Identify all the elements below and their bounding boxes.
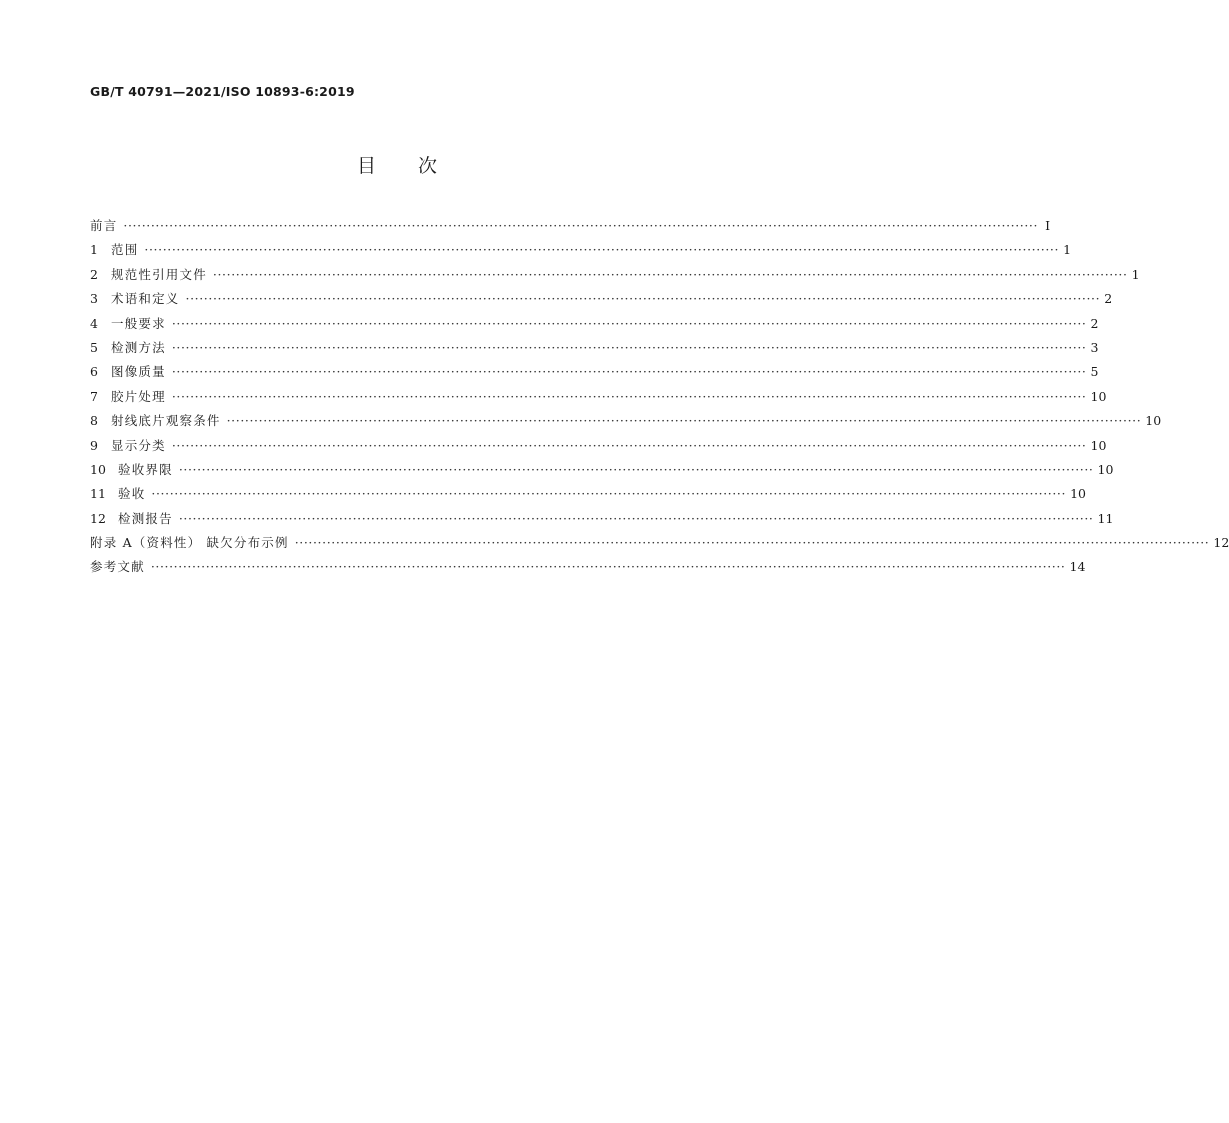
toc-entry-label: 附录 A（资料性） 缺欠分布示例 (90, 535, 289, 551)
toc-entry-label: 检测方法 (111, 339, 166, 355)
toc-leader-dots: ········································································································································································································ (151, 486, 1067, 502)
toc-entry-number: 11 (90, 486, 106, 502)
toc-entry-number: 8 (90, 413, 98, 429)
toc-entry[interactable] (90, 411, 1162, 435)
table-of-contents (90, 216, 1229, 582)
page-title: 目次 (356, 155, 479, 177)
toc-entry-number: 4 (90, 315, 98, 331)
toc-entry-page: 12 (1213, 535, 1229, 551)
toc-entry-label: 检测报告 (118, 510, 173, 526)
toc-leader-dots: ········································································································································································································ (212, 266, 1128, 282)
toc-entry[interactable] (90, 289, 1113, 313)
toc-entry[interactable] (90, 484, 1086, 508)
toc-entry[interactable] (90, 265, 1140, 289)
toc-entry-label: 术语和定义 (111, 291, 180, 307)
toc-entry-page: 10 (1070, 486, 1086, 502)
toc-entry-page: Ⅰ (1045, 218, 1051, 233)
toc-entry-label: 范围 (111, 242, 139, 258)
toc-entry-label: 验收 (118, 486, 146, 502)
toc-entry-label: 参考文献 (90, 559, 145, 575)
toc-entry[interactable] (90, 362, 1099, 386)
toc-entry-label: 前言 (90, 218, 118, 233)
toc-leader-dots: ········································································································································································································ (123, 218, 1039, 233)
toc-entry-page: 1 (1063, 242, 1072, 258)
toc-entry-number: 2 (90, 266, 98, 282)
toc-entry[interactable] (90, 338, 1099, 362)
toc-leader-dots: ········································································································································································································ (185, 291, 1101, 307)
toc-entry-number: 3 (90, 291, 98, 307)
standard-number: GB/T 40791—2021/ISO 10893-6:2019 (90, 84, 355, 99)
toc-entry-label: 验收界限 (118, 461, 173, 477)
toc-entry-page: 5 (1090, 364, 1099, 380)
toc-entry-number: 10 (90, 461, 106, 477)
toc-entry[interactable] (90, 216, 1051, 240)
toc-entry-number: 1 (90, 242, 98, 258)
toc-entry-number: 6 (90, 364, 98, 380)
toc-entry-page: 10 (1090, 388, 1107, 404)
toc-entry[interactable] (90, 240, 1072, 264)
toc-entry[interactable] (90, 533, 1229, 557)
toc-entry-label: 射线底片观察条件 (111, 413, 221, 429)
toc-entry[interactable] (90, 509, 1114, 533)
toc-leader-dots: ········································································································································································································ (171, 364, 1087, 380)
toc-entry-page: 3 (1090, 339, 1099, 355)
toc-entry[interactable] (90, 387, 1107, 411)
toc-entry-label: 图像质量 (111, 364, 166, 380)
toc-leader-dots: ········································································································································································································ (171, 388, 1087, 404)
toc-entry-label: 一般要求 (111, 315, 166, 331)
toc-leader-dots: ········································································································································································································ (226, 413, 1142, 429)
toc-entry-page: 10 (1090, 437, 1107, 453)
toc-entry-page: 10 (1097, 461, 1114, 477)
toc-leader-dots: ········································································································································································································ (294, 535, 1210, 551)
toc-entry-page: 11 (1097, 510, 1114, 526)
toc-entry-label: 规范性引用文件 (111, 266, 207, 282)
toc-entry[interactable] (90, 436, 1107, 460)
toc-entry-page: 1 (1131, 266, 1140, 282)
toc-entry-number: 9 (90, 437, 98, 453)
toc-leader-dots: ········································································································································································································ (178, 510, 1094, 526)
toc-entry[interactable] (90, 460, 1114, 484)
toc-entry-number: 7 (90, 388, 98, 404)
toc-entry-number: 12 (90, 510, 106, 526)
toc-entry-page: 10 (1145, 413, 1162, 429)
toc-leader-dots: ········································································································································································································ (178, 461, 1094, 477)
toc-leader-dots: ········································································································································································································ (171, 437, 1087, 453)
toc-entry-page: 2 (1104, 291, 1113, 307)
toc-entry-page: 14 (1069, 559, 1086, 575)
toc-leader-dots: ········································································································································································································ (150, 559, 1066, 575)
toc-entry-page: 2 (1090, 315, 1099, 331)
toc-entry-label: 显示分类 (111, 437, 166, 453)
toc-entry[interactable] (90, 557, 1086, 581)
toc-leader-dots: ········································································································································································································ (171, 315, 1087, 331)
toc-leader-dots: ········································································································································································································ (171, 339, 1087, 355)
toc-entry-label: 胶片处理 (111, 388, 166, 404)
toc-leader-dots: ········································································································································································································ (144, 242, 1060, 258)
toc-entry[interactable] (90, 314, 1099, 338)
toc-entry-number: 5 (90, 339, 98, 355)
